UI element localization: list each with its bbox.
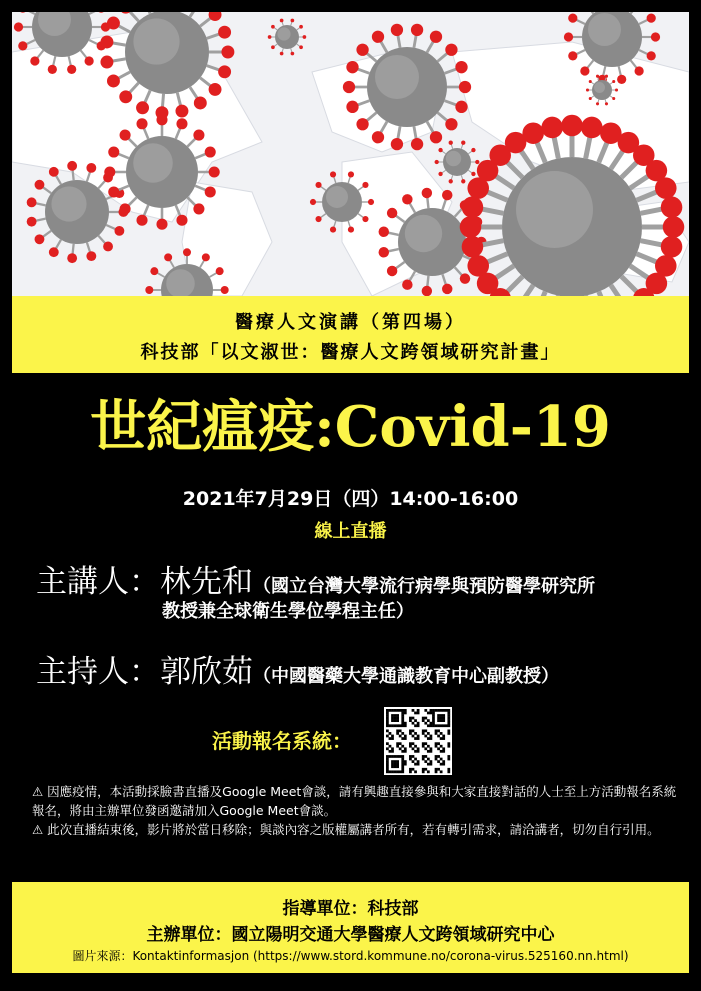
livestream-label: 線上直播 [314,521,387,542]
speaker-affiliation-cont: 教授兼全球衛生學位學程主任） [162,601,414,622]
host-line [36,646,559,691]
lecture-series-band [12,296,689,373]
host-affiliation: （中國醫藥大學通識教育中心副教授） [253,666,559,687]
virus-illustration [12,12,689,296]
note-item: ⚠ 因應疫情，本活動採臉書直播及Google Meet會談，請有興趣直接參與和大家直接對話的人士至上方活動報名系統報名，將由主辦單位發函邀請加入Google Meet會談。 [32,784,677,818]
organizer-band [12,882,689,973]
registration-label: 活動報名系統： [212,729,352,753]
speaker-line [36,556,595,601]
event-title: 世紀瘟疫:Covid-19 [90,394,611,460]
organizer-unit: 主辦單位：國立陽明交通大學醫療人文跨領域研究中心 [146,925,555,945]
speaker-name: 林先和 [160,564,253,600]
event-datetime: 2021年7月29日（四）14:00-16:00 [182,488,519,510]
note-item: ⚠ 此次直播結束後，影片將於當日移除；與談內容之版權屬講者所有，若有轉引需求，請洽講者，切勿自行引用。 [32,822,660,837]
lecture-series-title: 醫療人文演講（第四場） [235,312,466,333]
coronavirus-hero-image [12,12,689,296]
host-label: 主持人： [36,654,160,690]
event-notes [32,782,682,839]
speaker-affiliation: （國立台灣大學流行病學與預防醫學研究所 [253,576,595,597]
advisor-unit: 指導單位：科技部 [282,899,419,919]
host-name: 郭欣茹 [160,654,253,690]
qr-code-icon[interactable] [384,707,452,775]
speaker-label: 主講人： [36,564,160,600]
project-title: 科技部「以文淑世：醫療人文跨領域研究計畫」 [140,342,561,363]
image-credit: 圖片來源：Kontaktinformasjon (https://www.stord.kommune.no/corona-virus.525160.nn.html) [72,949,629,963]
